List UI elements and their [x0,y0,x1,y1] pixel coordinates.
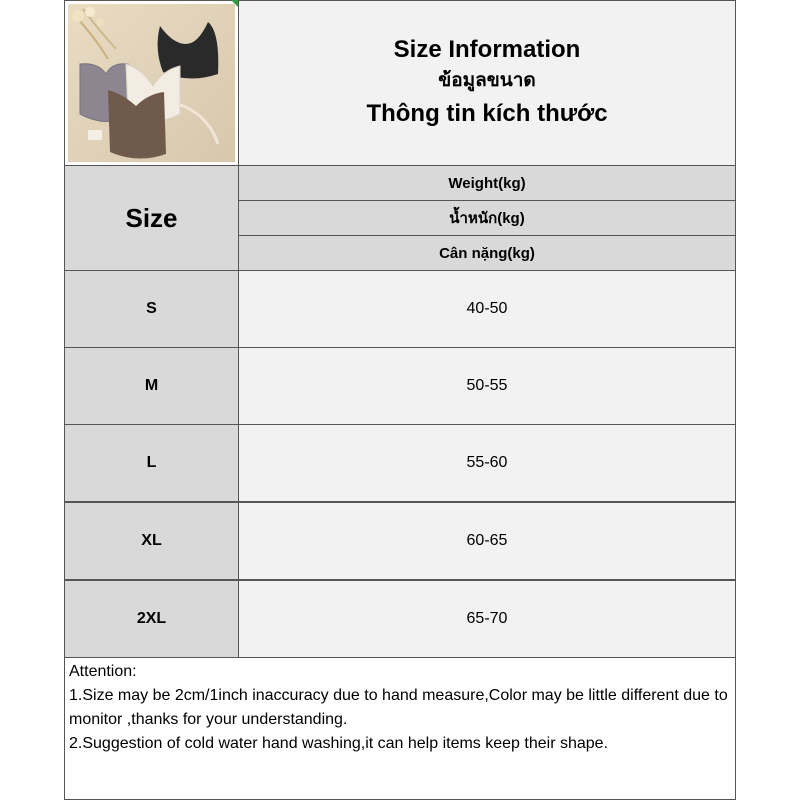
size-column-header: Size [64,165,239,271]
size-cell-l: L [64,424,239,502]
size-cell-xl: XL [64,502,239,580]
size-cell-s: S [64,270,239,348]
attention-note-2: 2.Suggestion of cold water hand washing,it can help items keep their shape. [69,735,608,752]
weight-cell-xl: 60-65 [238,502,736,580]
weight-header-english: Weight(kg) [238,165,736,201]
title-block [238,0,736,166]
product-photo [68,4,235,162]
weight-cell-s: 40-50 [238,270,736,348]
weight-cell-l: 55-60 [238,424,736,502]
size-cell-m: M [64,347,239,425]
title-thai: ข้อมูลขนาด [438,70,536,91]
attention-notes [64,657,736,800]
product-photo-cell [64,0,239,166]
weight-cell-m: 50-55 [238,347,736,425]
attention-note-1: 1.Size may be 2cm/1inch inaccuracy due to hand measure,Color may be little different due to monitor ,thanks for your understanding. [69,687,728,728]
title-vietnamese: Thông tin kích thước [366,100,608,127]
weight-cell-2xl: 65-70 [238,580,736,658]
weight-header-vietnamese: Cân nặng(kg) [238,235,736,271]
weight-header-thai: น้ำหนัก(kg) [238,200,736,236]
size-cell-2xl: 2XL [64,580,239,658]
title-english: Size Information [393,36,581,63]
size-chart [64,0,736,800]
attention-heading: Attention: [69,663,137,680]
